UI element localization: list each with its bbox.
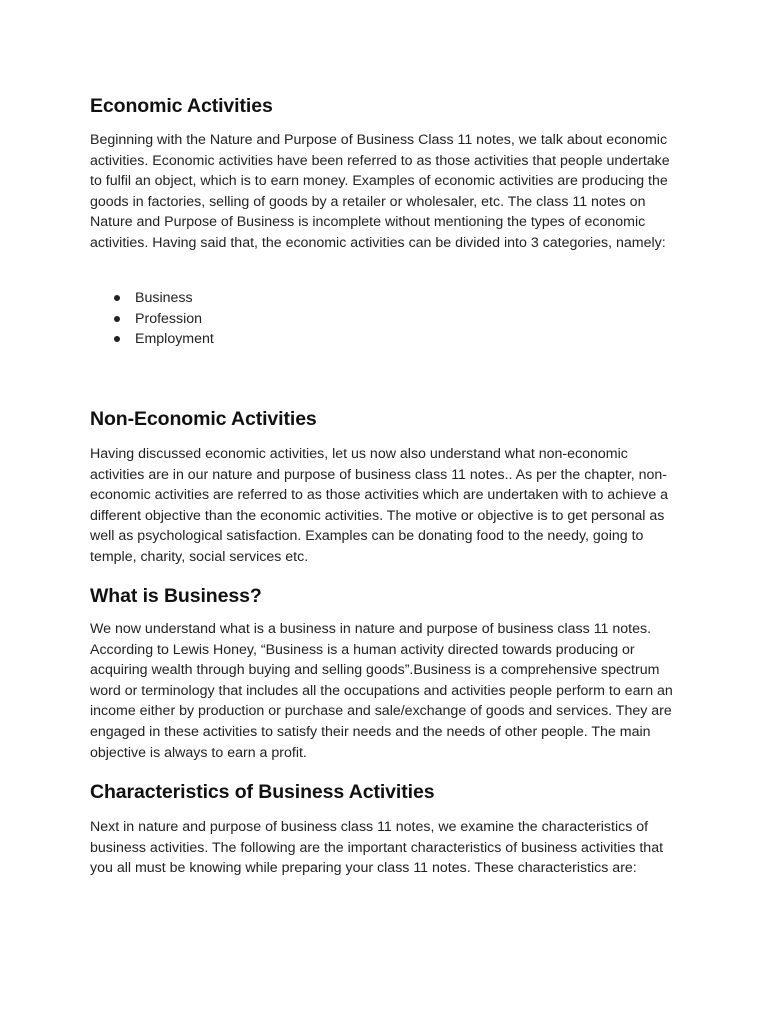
- heading-characteristics-of-business: Characteristics of Business Activities: [90, 781, 435, 803]
- list-item-label: Employment: [135, 331, 214, 348]
- bullet-icon: [114, 316, 120, 322]
- list-item-label: Business: [135, 290, 193, 306]
- bullet-icon: [114, 336, 120, 342]
- paragraph-what-is-business: We now understand what is a business in nature and purpose of business class 11 notes. According to Lewis Honey, “Business is a human activity directed towards producing or acquiring wealth through buying and selling goods”.Business is a comprehensive spectrum word or terminology that includes all the occupations and activities people perform to earn an income either by production or purchase and sale/exchange of goods and services. They are engaged in these activities to satisfy their needs and the needs of other people. The main objective is always to earn a profit.: [90, 621, 673, 761]
- heading-economic-activities: Economic Activities: [90, 95, 273, 117]
- paragraph-economic-activities: Beginning with the Nature and Purpose of Business Class 11 notes, we talk about economic activities. Economic activities have been referred to as those activities that people undertake to fulfil an object, which is to earn money. Examples of economic activities are producing the goods in factories, selling of goods by a retailer or wholesaler, etc. The class 11 notes on Nature and Purpose of Business is incomplete without mentioning the types of economic activities. Having said that, the economic activities can be divided into 3 categories, namely:: [90, 132, 670, 251]
- list-item: [90, 309, 214, 330]
- list-item-label: Profession: [135, 310, 203, 327]
- list-item: [90, 288, 214, 309]
- paragraph-non-economic-activities: Having discussed economic activities, let us now also understand what non-economic activities are in our nature and purpose of business class 11 notes.. As per the chapter, non-economic activities are referred to as those activities which are undertaken with to achieve a different objective than the economic activities. The motive or objective is to get personal as well as psychological satisfaction. Examples can be donating food to the needy, going to temple, charity, social services etc.: [90, 446, 669, 565]
- economic-activity-categories-list: [90, 288, 214, 350]
- heading-non-economic-activities: Non-Economic Activities: [90, 408, 317, 430]
- bullet-icon: [114, 295, 120, 301]
- paragraph-characteristics-of-business: Next in nature and purpose of business class 11 notes, we examine the characteristics of business activities. The following are the important characteristics of business activities that you all must be knowing while preparing your class 11 notes. These characteristics are:: [90, 819, 664, 877]
- list-item: [90, 329, 214, 350]
- heading-what-is-business: What is Business?: [90, 585, 262, 607]
